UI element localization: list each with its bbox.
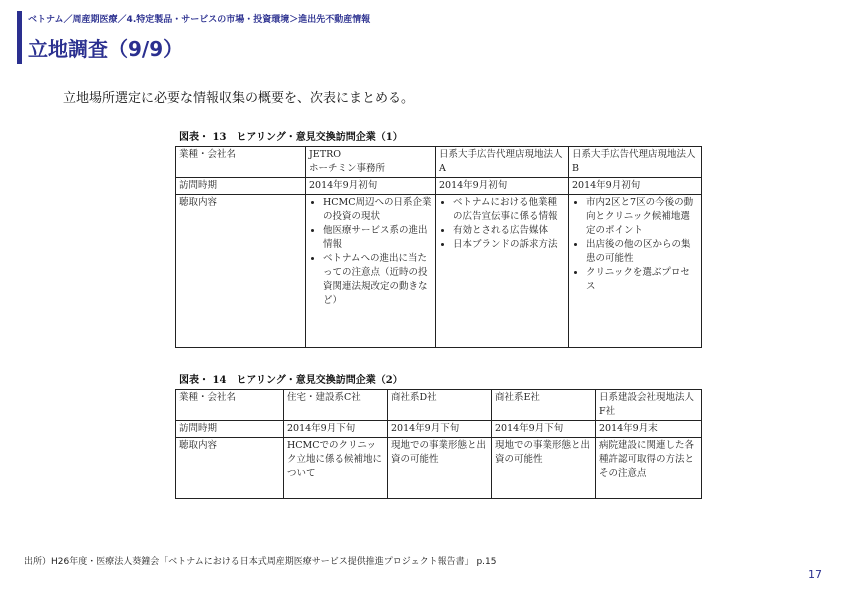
list-item: • HCMC周辺への日系企業の投資の現状 xyxy=(323,196,432,224)
table-2-content-cell: 現地での事業形態と出資の可能性 xyxy=(388,438,492,499)
table-2-header-company: 住宅・建設系C社 xyxy=(284,390,388,421)
list-item: • 有効とされる広告媒体 xyxy=(453,224,565,238)
page-number: 17 xyxy=(808,568,822,581)
list-item: • 日本ブランドの訴求方法 xyxy=(453,238,565,252)
table-1-header-company: 日系大手広告代理店現地法人B xyxy=(569,147,702,178)
intro-text: 立地場所選定に必要な情報収集の概要を、次表にまとめる。 xyxy=(63,91,415,106)
list-item: • 市内2区と7区の今後の動向とクリニック候補地選定のポイント xyxy=(586,196,698,238)
table-2-header-label: 業種・会社名 xyxy=(176,390,284,421)
list-item: • 他医療サービス系の進出情報 xyxy=(323,224,432,252)
table-2-date-label: 訪問時期 xyxy=(176,421,284,438)
table-2-header-company: 日系建設会社現地法人F社 xyxy=(596,390,702,421)
table-2-content-cell: 現地での事業形態と出資の可能性 xyxy=(492,438,596,499)
table-row xyxy=(176,438,702,499)
table-1-header-company: JETRO ホーチミン事務所 xyxy=(306,147,436,178)
table-2-date: 2014年9月末 xyxy=(596,421,702,438)
table-1 xyxy=(175,146,702,348)
list-item: • クリニックを選ぶプロセス xyxy=(586,266,698,294)
table-1-date: 2014年9月初旬 xyxy=(306,178,436,195)
source-note: 出所）H26年度・医療法人葵鐘会「ベトナムにおける日本式周産期医療サービス提供推進プロジェクト報告書」 p.15 xyxy=(24,557,497,567)
table-row xyxy=(176,147,702,178)
table-row xyxy=(176,421,702,438)
table-1-content-cell xyxy=(436,195,569,348)
table-1-figure xyxy=(175,128,701,348)
table-2-content-cell: 病院建設に関連した各種許認可取得の方法とその注意点 xyxy=(596,438,702,499)
table-1-date: 2014年9月初旬 xyxy=(436,178,569,195)
table-1-date: 2014年9月初旬 xyxy=(569,178,702,195)
table-2-content-label: 聴取内容 xyxy=(176,438,284,499)
table-2-figure xyxy=(175,371,701,499)
table-1-content-label: 聴取内容 xyxy=(176,195,306,348)
table-2 xyxy=(175,389,702,499)
table-2-content-cell: HCMCでのクリニック立地に係る候補地について xyxy=(284,438,388,499)
table-2-header-company: 商社系E社 xyxy=(492,390,596,421)
table-2-caption: 図表・ 14 ヒアリング・意見交換訪問企業（2） xyxy=(179,375,403,386)
table-row xyxy=(176,195,702,348)
table-2-date: 2014年9月下旬 xyxy=(284,421,388,438)
table-row xyxy=(176,178,702,195)
table-2-date: 2014年9月下旬 xyxy=(492,421,596,438)
page-title: 立地調査（9/9） xyxy=(28,37,184,61)
table-2-header-company: 商社系D社 xyxy=(388,390,492,421)
table-1-header-label: 業種・会社名 xyxy=(176,147,306,178)
table-1-content-cell xyxy=(569,195,702,348)
list-item: • ベトナムにおける他業種の広告宣伝事に係る情報 xyxy=(453,196,565,224)
table-1-date-label: 訪問時期 xyxy=(176,178,306,195)
breadcrumb: ベトナム／周産期医療／4.特定製品・サービスの市場・投資環境＞進出先不動産情報 xyxy=(28,15,371,25)
table-2-date: 2014年9月下旬 xyxy=(388,421,492,438)
table-1-header-company: 日系大手広告代理店現地法人A xyxy=(436,147,569,178)
list-item: • 出店後の他の区からの集患の可能性 xyxy=(586,238,698,266)
table-row xyxy=(176,390,702,421)
title-accent-bar xyxy=(17,11,22,64)
list-item: • ベトナムへの進出に当たっての注意点（近時の投資関連法規改定の動きなど） xyxy=(323,252,432,308)
table-1-content-cell xyxy=(306,195,436,348)
table-1-caption: 図表・ 13 ヒアリング・意見交換訪問企業（1） xyxy=(179,132,403,143)
